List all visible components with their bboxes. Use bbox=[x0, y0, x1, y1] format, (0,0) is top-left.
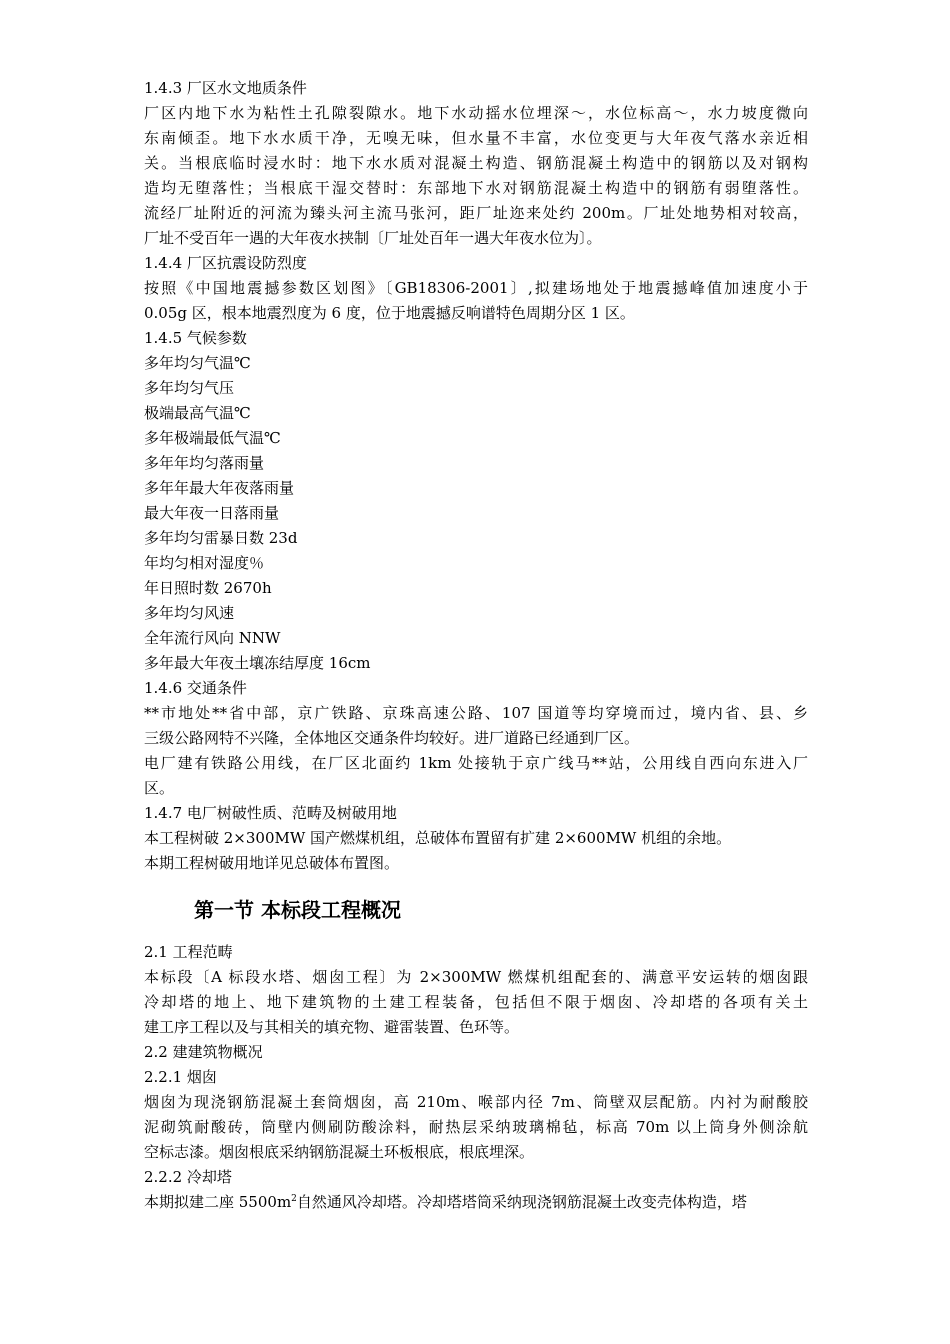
document-page bbox=[144, 76, 808, 1215]
list-item: 多年均匀风速 bbox=[144, 604, 235, 622]
climate-parameters-list bbox=[144, 351, 808, 676]
text-line: 造均无堕落性；当根底干湿交替时：东部地下水对钢筋混凝土构造中的钢筋有弱堕落性。 bbox=[144, 179, 808, 197]
paragraph-chimney bbox=[144, 1090, 808, 1165]
text-line: 冷却塔的地上、地下建筑物的土建工程装备，包括但不限于烟囱、冷却塔的各项有关土 bbox=[144, 993, 808, 1011]
paragraph-cooling-tower bbox=[144, 1190, 808, 1215]
text-line: 东南倾歪。地下水水质干净，无嗅无味，但水量不丰富，水位变更与大年夜气落水亲近相 bbox=[144, 129, 808, 147]
text-line: 本标段〔A 标段水塔、烟囱工程〕为 2×300MW 燃煤机组配套的、满意平安运转的烟囱跟 bbox=[144, 968, 808, 986]
list-item: 多年最大年夜土壤冻结厚度 16cm bbox=[144, 654, 371, 672]
heading-1-4-7: 1.4.7 电厂树破性质、范畴及树破用地 bbox=[144, 804, 397, 822]
heading-1-4-3: 1.4.3 厂区水文地质条件 bbox=[144, 79, 307, 97]
heading-1-4-4: 1.4.4 厂区抗震设防烈度 bbox=[144, 254, 307, 272]
paragraph-scale-2: 本期工程树破用地详见总破体布置图。 bbox=[144, 854, 400, 872]
paragraph-hydrogeology bbox=[144, 101, 808, 251]
list-item: 多年年最大年夜落雨量 bbox=[144, 479, 295, 497]
text-line: 建工序工程以及与其相关的填充物、避雷装置、色环等。 bbox=[144, 1018, 520, 1036]
heading-1-4-5: 1.4.5 气候参数 bbox=[144, 329, 247, 347]
text-line: 三级公路网特不兴隆，全体地区交通条件均较好。进厂道路已经通到厂区。 bbox=[144, 729, 640, 747]
paragraph-traffic-1 bbox=[144, 701, 808, 751]
list-item: 多年年均匀落雨量 bbox=[144, 454, 265, 472]
list-item: 年日照时数 2670h bbox=[144, 579, 272, 597]
paragraph-traffic-2 bbox=[144, 751, 808, 801]
text-line: 烟囱为现浇钢筋混凝土套筒烟囱，高 210m、喉部内径 7m、筒壁双层配筋。内衬为耐酸胶 bbox=[144, 1093, 808, 1111]
paragraph-seismic bbox=[144, 276, 808, 326]
text-line: 关。当根底临时浸水时：地下水水质对混凝土构造、钢筋混凝土构造中的钢筋以及对钢构 bbox=[144, 154, 808, 172]
text-line: 电厂建有铁路公用线，在厂区北面约 1km 处接轨于京广线马**站，公用线自西向东进入厂 bbox=[144, 754, 808, 772]
list-item: 年均匀相对湿度％ bbox=[144, 554, 265, 572]
text-line: 流经厂址附近的河流为臻头河主流马张河，距厂址迩来处约 200m。厂址处地势相对较高， bbox=[144, 204, 808, 222]
list-item: 多年均匀气压 bbox=[144, 379, 235, 397]
text-line: **市地处**省中部，京广铁路、京珠高速公路、107 国道等均穿境而过，境内省、县、乡 bbox=[144, 704, 808, 722]
list-item: 最大年夜一日落雨量 bbox=[144, 504, 280, 522]
list-item: 多年极端最低气温℃ bbox=[144, 429, 281, 447]
text-line: 区。 bbox=[144, 779, 175, 797]
text-line: 厂区内地下水为粘性土孔隙裂隙水。地下水动摇水位埋深～，水位标高～，水力坡度微向 bbox=[144, 104, 808, 122]
heading-2-1: 2.1 工程范畴 bbox=[144, 943, 233, 961]
list-item: 极端最高气温℃ bbox=[144, 404, 251, 422]
list-item: 全年流行风向 NNW bbox=[144, 629, 281, 647]
text-line: 0.05g 区，根本地震烈度为 6 度，位于地震撼反响谱特色周期分区 1 区。 bbox=[144, 304, 635, 322]
superscript: 2 bbox=[291, 1194, 297, 1204]
list-item: 多年均匀气温℃ bbox=[144, 354, 251, 372]
text-run: 本期拟建二座 5500m bbox=[144, 1193, 292, 1211]
text-line: 泥砌筑耐酸砖，筒壁内侧刷防酸涂料，耐热层采纳玻璃棉毡，标高 70m 以上筒身外侧涂航 bbox=[144, 1118, 808, 1136]
heading-2-2: 2.2 建建筑物概况 bbox=[144, 1043, 263, 1061]
text-line: 空标志漆。烟囱根底采纳钢筋混凝土环板根底，根底埋深。 bbox=[144, 1143, 535, 1161]
heading-1-4-6: 1.4.6 交通条件 bbox=[144, 679, 247, 697]
text-run: 自然通风冷却塔。冷却塔塔筒采纳现浇钢筋混凝土改变壳体构造，塔 bbox=[296, 1193, 747, 1211]
paragraph-scope bbox=[144, 965, 808, 1040]
text-line: 厂址不受百年一遇的大年夜水挟制〔厂址处百年一遇大年夜水位为〕。 bbox=[144, 229, 602, 247]
list-item: 多年均匀雷暴日数 23d bbox=[144, 529, 298, 547]
paragraph-scale-1: 本工程树破 2×300MW 国产燃煤机组，总破体布置留有扩建 2×600MW 机组的余地。 bbox=[144, 829, 732, 847]
section-title: 第一节 本标段工程概况 bbox=[194, 898, 401, 922]
text-line: 按照《中国地震撼参数区划图》〔GB18306-2001〕,拟建场地处于地震撼峰值加速度小于 bbox=[144, 279, 808, 297]
heading-2-2-1: 2.2.1 烟囱 bbox=[144, 1068, 217, 1086]
heading-2-2-2: 2.2.2 冷却塔 bbox=[144, 1168, 232, 1186]
